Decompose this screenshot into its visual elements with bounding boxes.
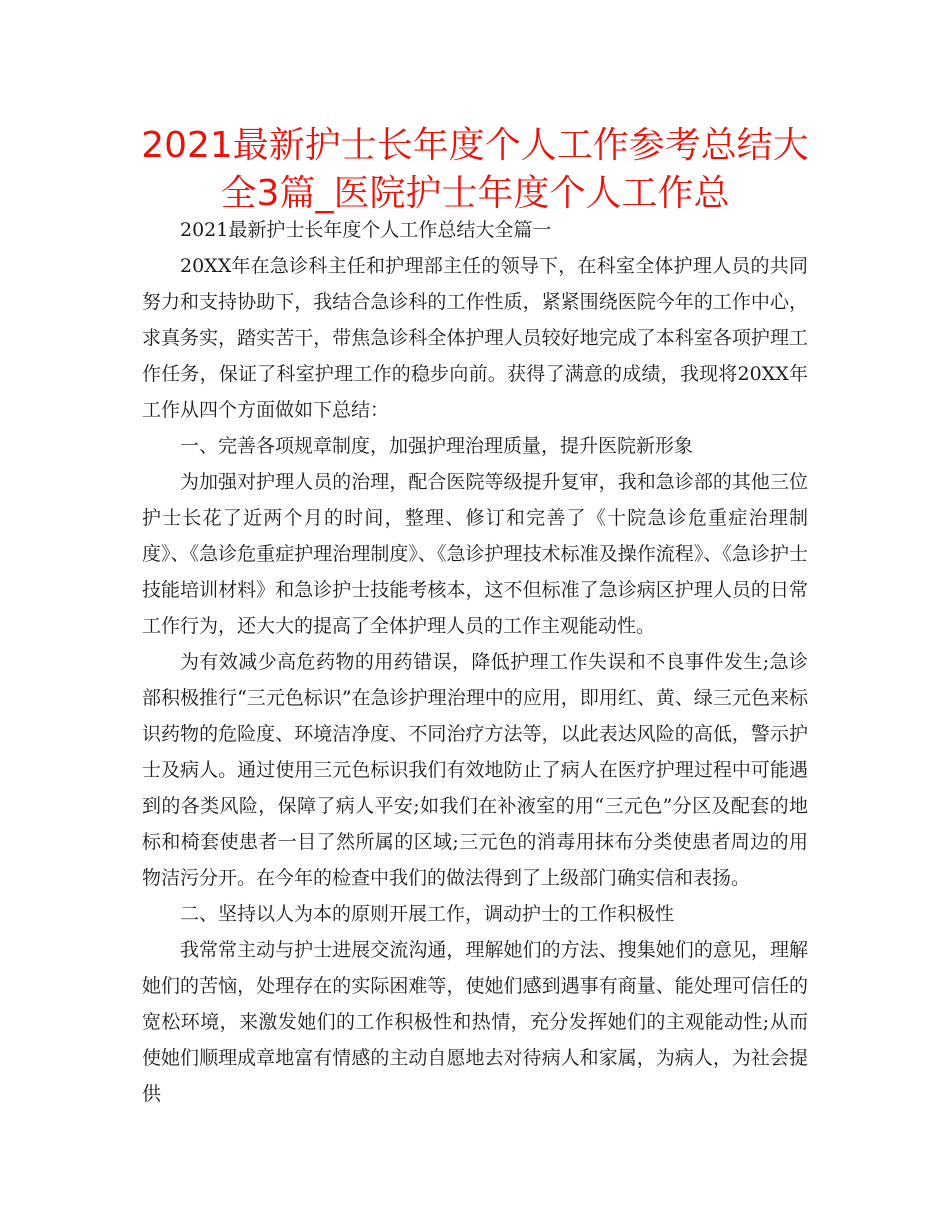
- document-title: 2021最新护士长年度个人工作参考总结大全3篇_医院护士年度个人工作总: [141, 125, 809, 214]
- section-heading-two: 二、坚持以人为本的原则开展工作，调动护士的工作积极性: [180, 903, 675, 925]
- paragraph-intro: 20XX年在急诊科主任和护理部主任的领导下，在科室全体护理人员的共同努力和支持协助下，我结合急诊科的工作性质，紧紧围绕医院今年的工作中心，求真务实，踏实苦干，带焦急诊科全体护理人员较好地完成了本科室各项护理工作任务，保证了科室护理工作的稳步向前。获得了满意的成绩，我现将20XX年工作从四个方面做如下总结：: [142, 255, 808, 421]
- section-heading-one: 一、完善各项规章制度，加强护理治理质量，提升医院新形象: [180, 435, 694, 457]
- paragraph-rules: 为加强对护理人员的治理，配合医院等级提升复审，我和急诊部的其他三位护士长花了近两个月的时间，整理、修订和完善了《十院急诊危重症治理制度》、《急诊危重症护理治理制度》、《急诊护理技术标准及操作流程》、《急诊护士技能培训材料》和急诊护士技能考核本，这不但标准了急诊病区护理人员的日常工作行为，还大大的提高了全体护理人员的工作主观能动性。: [142, 471, 808, 637]
- paragraph-communication: 我常常主动与护士进展交流沟通，理解她们的方法、搜集她们的意见，理解她们的苦恼，处理存在的实际困难等，使她们感到遇事有商量、能处理可信任的宽松环境，来激发她们的工作积极性和热情，充分发挥她们的主观能动性;从而使她们顺理成章地富有情感的主动自愿地去对待病人和家属，为病人，为社会提供: [142, 939, 808, 1105]
- document-body: [142, 212, 808, 1112]
- paragraph-three-colors: 为有效减少高危药物的用药错误，降低护理工作失误和不良事件发生;急诊部积极推行“三元色标识”在急诊护理治理中的应用，即用红、黄、绿三元色来标识药物的危险度、环境洁净度、不同治疗方法等，以此表达风险的高低，警示护士及病人。通过使用三元色标识我们有效地防止了病人在医疗护理过程中可能遇到的各类风险，保障了病人平安;如我们在补液室的用“三元色”分区及配套的地标和椅套使患者一目了然所属的区域;三元色的消毒用抹布分类使患者周边的用物洁污分开。在今年的检查中我们的做法得到了上级部门确实信和表扬。: [142, 651, 808, 889]
- section-heading-part-one: 2021最新护士长年度个人工作总结大全篇一: [180, 219, 552, 241]
